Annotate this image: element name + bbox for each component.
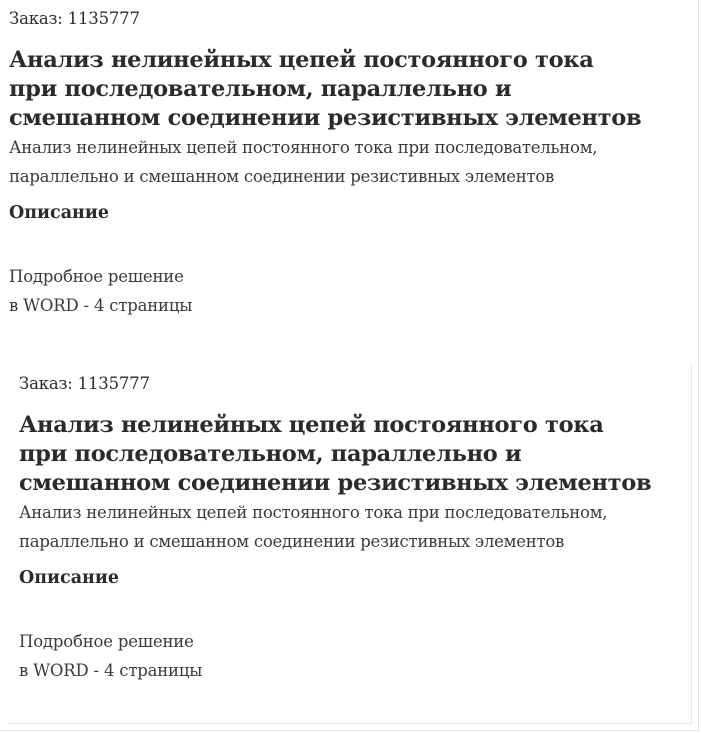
description-heading: Описание: [19, 568, 119, 588]
order-card-repeat: [9, 364, 692, 724]
description-line: в WORD - 4 страницы: [19, 661, 203, 680]
order-subtitle: Анализ нелинейных цепей постоянного тока при последовательном, параллельно и смешанном соединении резистивных элементов: [9, 138, 598, 186]
description-body: [19, 627, 691, 685]
order-number: Заказ: 1135777: [19, 374, 150, 393]
description-line: Подробное решение: [19, 632, 194, 651]
order-title: Анализ нелинейных цепей постоянного тока при последовательном, параллельно и смешанном соединении резистивных элементов: [19, 412, 652, 496]
order-subtitle: Анализ нелинейных цепей постоянного тока при последовательном, параллельно и смешанном соединении резистивных элементов: [19, 503, 608, 551]
order-title: Анализ нелинейных цепей постоянного тока при последовательном, параллельно и смешанном соединении резистивных элементов: [9, 47, 642, 131]
description-body: [9, 262, 698, 320]
description-line: в WORD - 4 страницы: [9, 296, 193, 315]
description-line: Подробное решение: [9, 267, 184, 286]
description-heading: Описание: [9, 203, 109, 223]
order-number: Заказ: 1135777: [9, 9, 140, 28]
